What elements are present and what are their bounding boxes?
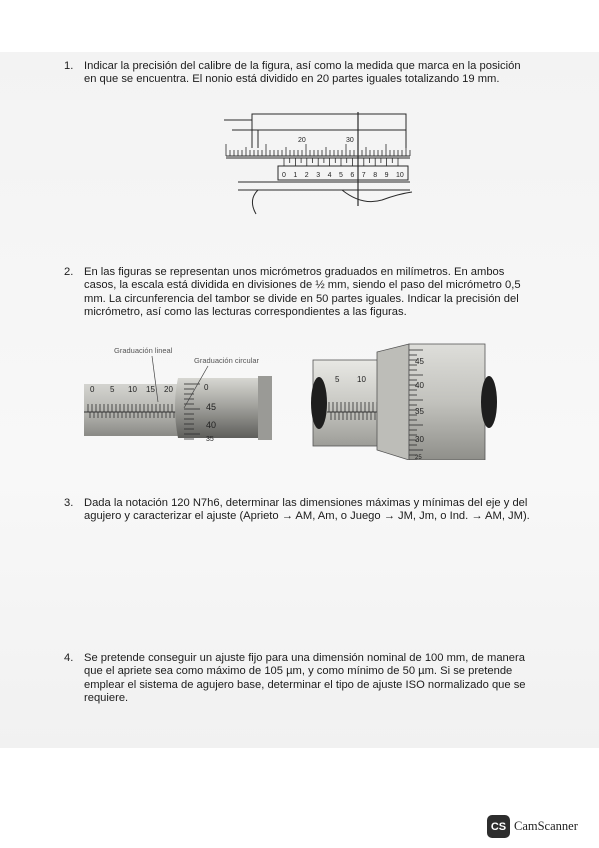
micrometer-figure-1 <box>82 344 280 442</box>
sleeve-number: 0 <box>90 385 95 394</box>
caliper-vernier-label: 6 <box>350 172 355 179</box>
caliper-main-label: 20 <box>298 137 306 144</box>
thimble-number: 35 <box>206 436 214 442</box>
sleeve-number: 5 <box>110 385 115 394</box>
micrometer-figure-2 <box>309 342 497 460</box>
caliper-vernier-label: 3 <box>316 172 321 179</box>
camscanner-brand: CamScanner <box>514 819 578 833</box>
thimble-number: 40 <box>415 381 424 390</box>
caliper-figure <box>222 110 414 216</box>
question-number: 4. <box>64 652 74 664</box>
camscanner-logo: CS <box>487 815 510 838</box>
thimble-number: 40 <box>206 420 217 430</box>
thimble-number: 0 <box>204 383 209 392</box>
caliper-vernier-label: 0 <box>282 172 286 179</box>
sleeve-number: 15 <box>146 385 155 394</box>
thimble-number: 45 <box>206 402 217 412</box>
thimble-number: 45 <box>415 357 424 366</box>
question-number: 2. <box>64 266 74 278</box>
caliper-vernier-label: 10 <box>396 172 404 179</box>
thimble-number: 35 <box>415 407 424 416</box>
thimble-number: 25 <box>415 455 422 460</box>
sleeve-number: 5 <box>335 375 340 384</box>
sleeve-number: 10 <box>357 375 366 384</box>
sleeve-number: 10 <box>128 385 137 394</box>
caliper-vernier-label: 7 <box>361 172 366 179</box>
caliper-main-label: 30 <box>346 137 354 144</box>
caliper-vernier-label: 8 <box>373 172 378 179</box>
caliper-vernier-label: 2 <box>304 172 309 179</box>
caliper-vernier-label: 5 <box>339 172 343 179</box>
caliper-vernier-label: 9 <box>384 172 389 179</box>
question-text: En las figuras se representan unos micrómetros graduados en milímetros. En ambos casos, la escala está dividida en divisiones de ½ mm, siendo el paso del micrómetro 0,5 mm. La circunferencia del tambor se divide en 50 partes iguales. Indicar la precisión del micrómetro, así como las lecturas correspondientes a las figuras. <box>84 266 521 319</box>
question-text: Se pretende conseguir un ajuste fijo para una dimensión nominal de 100 mm, de manera que el apriete sea como máximo de 105 µm, y como mínimo de 50 µm. Si se pretende emplear el sistema de agujero base, determinar el tipo de ajuste ISO normalizado que se requiere. <box>84 652 526 705</box>
sleeve-number: 20 <box>164 385 173 394</box>
label-circular-graduation: Graduación circular <box>194 356 260 365</box>
label-linear-graduation: Graduación lineal <box>114 346 173 355</box>
caliper-vernier-label: 1 <box>293 172 298 179</box>
thimble-number: 30 <box>415 435 424 444</box>
caliper-vernier-label: 4 <box>327 172 332 179</box>
question-number: 1. <box>64 60 74 72</box>
question-text: Dada la notación 120 N7h6, determinar las dimensiones máximas y mínimas del eje y del agujero y caracterizar el ajuste (Aprieto → AM, Am, o Juego → JM, Jm, o Ind. → AM, JM). <box>84 497 530 523</box>
question-text: Indicar la precisión del calibre de la figura, así como la medida que marca en la posición en que se encuentra. El nonio está dividido en 20 partes iguales totalizando 19 mm. <box>84 60 521 86</box>
question-number: 3. <box>64 497 74 509</box>
